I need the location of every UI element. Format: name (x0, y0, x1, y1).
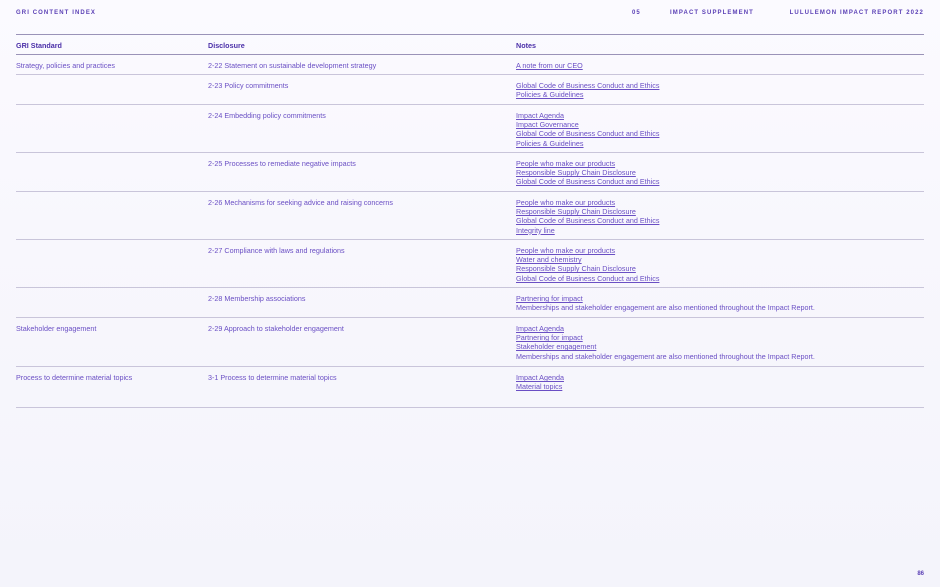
notes-cell (516, 159, 659, 187)
notes-link[interactable]: Responsible Supply Chain Disclosure (516, 168, 636, 178)
table-row (16, 318, 924, 367)
notes-text: Memberships and stakeholder engagement are also mentioned throughout the Impact Report. (516, 351, 815, 361)
notes-link[interactable]: Impact Agenda (516, 111, 564, 120)
notes-cell (516, 111, 659, 148)
notes-link[interactable]: People who make our products (516, 198, 616, 207)
notes-link[interactable]: Global Code of Business Conduct and Ethics (516, 81, 660, 90)
notes-link[interactable]: Integrity line (516, 225, 555, 235)
notes-link[interactable]: A note from our CEO (516, 61, 583, 70)
disclosure-cell: 2-29 Approach to stakeholder engagement (208, 324, 344, 333)
notes-link[interactable]: Impact Governance (516, 120, 579, 130)
disclosure-cell: 2-23 Policy commitments (208, 81, 289, 90)
column-header-gri-standard: GRI Standard (16, 41, 62, 50)
table-row (16, 367, 924, 408)
page-number: 86 (917, 571, 924, 577)
report-title: LULULEMON IMPACT REPORT 2022 (789, 10, 924, 16)
table-row (16, 288, 924, 318)
disclosure-cell: 3-1 Process to determine material topics (208, 373, 337, 382)
table-row (16, 240, 924, 288)
disclosure-cell: 2-25 Processes to remediate negative impacts (208, 159, 356, 168)
notes-link[interactable]: Policies & Guidelines (516, 138, 584, 148)
gri-standard-cell: Strategy, policies and practices (16, 61, 115, 70)
notes-link[interactable]: Policies & Guidelines (516, 90, 584, 100)
table-row (16, 153, 924, 192)
notes-link[interactable]: Global Code of Business Conduct and Ethics (516, 177, 660, 187)
notes-cell (516, 373, 564, 391)
notes-link[interactable]: Responsible Supply Chain Disclosure (516, 207, 636, 217)
notes-cell (516, 246, 659, 283)
column-header-disclosure: Disclosure (208, 41, 245, 50)
notes-link[interactable]: Stakeholder engagement (516, 342, 597, 352)
notes-link[interactable]: Water and chemistry (516, 255, 582, 265)
gri-content-table (16, 34, 924, 408)
column-header-notes: Notes (516, 41, 536, 50)
notes-link[interactable]: Impact Agenda (516, 324, 564, 333)
notes-link[interactable]: Global Code of Business Conduct and Ethics (516, 273, 660, 283)
disclosure-cell: 2-28 Membership associations (208, 294, 306, 303)
notes-link[interactable]: People who make our products (516, 246, 616, 255)
notes-link[interactable]: Impact Agenda (516, 373, 564, 382)
notes-cell (516, 198, 659, 235)
disclosure-cell: 2-22 Statement on sustainable development strategy (208, 61, 377, 70)
table-row (16, 55, 924, 75)
notes-cell (516, 324, 815, 361)
table-row (16, 105, 924, 153)
section-number: 05 (632, 10, 641, 16)
page-header (16, 10, 924, 22)
supplement-title: IMPACT SUPPLEMENT (670, 10, 754, 16)
table-header (16, 34, 924, 55)
gri-standard-cell: Process to determine material topics (16, 373, 133, 382)
notes-link[interactable]: Material topics (516, 382, 563, 392)
table-row (16, 192, 924, 240)
notes-link[interactable]: Global Code of Business Conduct and Ethics (516, 129, 660, 139)
notes-link[interactable]: People who make our products (516, 159, 616, 168)
section-title: GRI CONTENT INDEX (16, 10, 97, 16)
disclosure-cell: 2-26 Mechanisms for seeking advice and raising concerns (208, 198, 393, 207)
notes-link[interactable]: Global Code of Business Conduct and Ethics (516, 216, 660, 226)
notes-link[interactable]: Responsible Supply Chain Disclosure (516, 264, 636, 274)
notes-link[interactable]: Partnering for impact (516, 333, 583, 343)
gri-standard-cell: Stakeholder engagement (16, 324, 97, 333)
notes-text: Memberships and stakeholder engagement are also mentioned throughout the Impact Report. (516, 303, 815, 313)
disclosure-cell: 2-24 Embedding policy commitments (208, 111, 326, 120)
table-body (16, 55, 924, 408)
disclosure-cell: 2-27 Compliance with laws and regulations (208, 246, 345, 255)
notes-cell (516, 81, 659, 99)
notes-link[interactable]: Partnering for impact (516, 294, 583, 303)
table-row (16, 75, 924, 105)
notes-cell (516, 61, 583, 70)
notes-cell (516, 294, 815, 312)
